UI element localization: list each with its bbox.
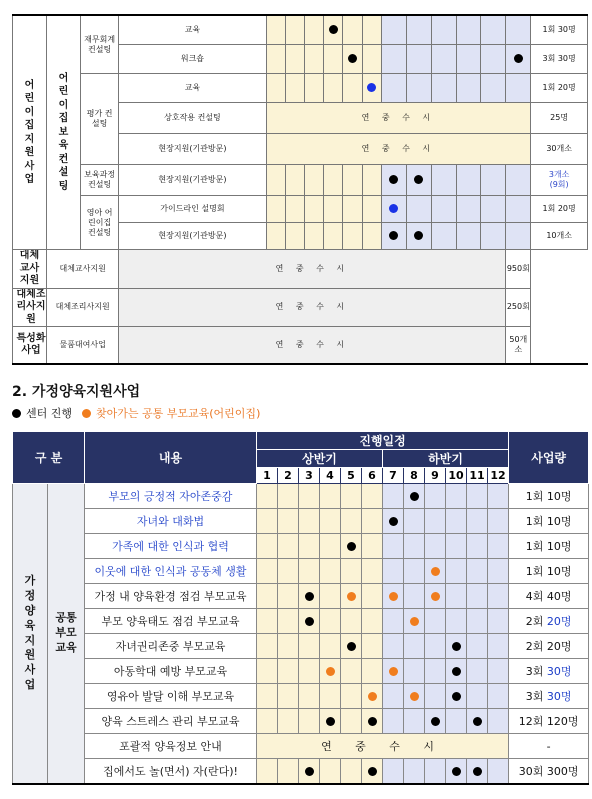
month-header: 9	[425, 468, 446, 484]
schedule-dot-black	[431, 717, 440, 726]
schedule-dot-black	[347, 542, 356, 551]
schedule-dot-blue	[389, 204, 398, 213]
row-content: 가정 내 양육환경 점검 부모교육	[85, 584, 257, 609]
section-title: 2. 가정양육지원사업	[12, 384, 141, 400]
table-row	[13, 288, 588, 327]
row-amount: 2회 20명	[509, 609, 589, 634]
table-row	[13, 196, 588, 223]
year-round-band: 연 중 수 시	[119, 288, 506, 327]
schedule-dot-black	[305, 617, 314, 626]
schedule-dot-black	[326, 717, 335, 726]
table-row	[13, 759, 589, 785]
legend-dot-black	[12, 409, 21, 418]
schedule-dot-orange	[389, 667, 398, 676]
row-content: 포괄적 양육정보 안내	[85, 734, 257, 759]
table-row	[13, 509, 589, 534]
header-second-half: 하반기	[383, 450, 509, 468]
home-parenting-table	[12, 431, 589, 785]
table-row	[13, 484, 589, 509]
row-content: 영유아 발달 이해 부모교육	[85, 684, 257, 709]
schedule-dot-black	[368, 717, 377, 726]
row-amount: 250회	[506, 288, 531, 327]
schedule-dot-orange	[326, 667, 335, 676]
table-row	[13, 250, 588, 289]
month-header: 2	[278, 468, 299, 484]
legend-label-center: 센터 진행	[26, 407, 73, 420]
year-round-band: 연 중 수 시	[119, 327, 506, 365]
header-schedule: 진행일정	[257, 432, 509, 450]
schedule-dot-black	[305, 767, 314, 776]
legend-label-visiting: 찾아가는 공통 부모교육(어린이집)	[96, 407, 261, 420]
month-header: 8	[404, 468, 425, 484]
subgroup-infant: 영아 어린이집 컨설팅	[80, 196, 118, 250]
row-amount: 1회 10명	[509, 484, 589, 509]
schedule-dot-orange	[431, 592, 440, 601]
month-header: 3	[299, 468, 320, 484]
row-content: 교육	[119, 74, 266, 103]
table-row	[13, 584, 589, 609]
row-amount: 950회	[506, 250, 531, 289]
row-content: 현장지원(기관방문)	[119, 223, 266, 250]
schedule-dot-black	[452, 642, 461, 651]
schedule-dot-blue	[367, 83, 376, 92]
row-amount: 3회 30명	[509, 659, 589, 684]
row-content: 가이드라인 설명회	[119, 196, 266, 223]
group-label-substitute-teacher: 대체교사지원	[13, 250, 47, 289]
table-row	[13, 709, 589, 734]
table-row	[13, 734, 589, 759]
year-round-band: 연 중 수 시	[119, 250, 506, 289]
table-row	[13, 684, 589, 709]
subgroup-curriculum: 보육과정 컨설팅	[80, 165, 118, 196]
group-label-substitute-cook: 대체조리사지원	[13, 288, 47, 327]
schedule-dot-black	[347, 642, 356, 651]
schedule-dot-orange	[368, 692, 377, 701]
month-header: 11	[467, 468, 488, 484]
row-content: 자녀와 대화법	[85, 509, 257, 534]
schedule-dot-black	[389, 175, 398, 184]
schedule-dot-black	[348, 54, 357, 63]
row-amount: 4회 40명	[509, 584, 589, 609]
year-round-band: 연 중 수 시	[266, 134, 531, 165]
row-content: 대체조리사지원	[46, 288, 118, 327]
year-round-band: 연 중 수 시	[257, 734, 509, 759]
table-row	[13, 609, 589, 634]
group-label-common-parent-edu: 공통부모교육	[48, 484, 85, 785]
row-content: 교육	[119, 15, 266, 45]
schedule-dot-orange	[347, 592, 356, 601]
group-label-childcare-support: 어린이집지원사업	[13, 15, 47, 250]
table-row	[13, 534, 589, 559]
row-amount: 1회 30명	[531, 15, 588, 45]
header-first-half: 상반기	[257, 450, 383, 468]
month-header: 1	[257, 468, 278, 484]
row-content: 이웃에 대한 인식과 공동체 생활	[85, 559, 257, 584]
header-amount: 사업량	[509, 432, 589, 484]
table-row	[13, 559, 589, 584]
table-row	[13, 165, 588, 196]
row-content: 상호작용 컨설팅	[119, 103, 266, 134]
legend	[12, 405, 260, 421]
row-content: 현장지원(기관방문)	[119, 165, 266, 196]
row-amount: 2회 20명	[509, 634, 589, 659]
table-row	[13, 327, 588, 365]
row-amount: 1회 20명	[531, 74, 588, 103]
row-content: 아동학대 예방 부모교육	[85, 659, 257, 684]
row-amount: 12회 120명	[509, 709, 589, 734]
row-content: 자녀권리존중 부모교육	[85, 634, 257, 659]
row-amount: 3회 30명	[509, 684, 589, 709]
group-label-childcare-consulting: 어린이집보육컨설팅	[46, 15, 80, 250]
row-content: 물품대여사업	[46, 327, 118, 365]
schedule-dot-black	[410, 492, 419, 501]
schedule-dot-orange	[410, 617, 419, 626]
row-amount: 25명	[531, 103, 588, 134]
month-header: 10	[446, 468, 467, 484]
schedule-dot-black	[389, 231, 398, 240]
row-content: 워크숍	[119, 45, 266, 74]
table-row	[13, 659, 589, 684]
childcare-support-table	[12, 14, 588, 365]
row-amount: 3회 30명	[531, 45, 588, 74]
schedule-dot-black	[452, 667, 461, 676]
month-header: 12	[488, 468, 509, 484]
schedule-dot-orange	[389, 592, 398, 601]
row-content: 양육 스트레스 관리 부모교육	[85, 709, 257, 734]
row-amount: 50개소	[506, 327, 531, 365]
group-label-specialized: 특성화사업	[13, 327, 47, 365]
schedule-dot-black	[473, 717, 482, 726]
month-header: 6	[362, 468, 383, 484]
row-amount: 10개소	[531, 223, 588, 250]
month-header: 7	[383, 468, 404, 484]
row-amount: -	[509, 734, 589, 759]
row-amount: 3개소 (9회)	[531, 165, 588, 196]
schedule-dot-black	[514, 54, 523, 63]
row-content: 집에서도 놀(면서) 자(란다)!	[85, 759, 257, 785]
schedule-dot-black	[473, 767, 482, 776]
table-row	[13, 74, 588, 103]
row-content: 대체교사지원	[46, 250, 118, 289]
schedule-dot-orange	[410, 692, 419, 701]
row-amount: 1회 10명	[509, 509, 589, 534]
schedule-dot-black	[414, 175, 423, 184]
schedule-dot-black	[414, 231, 423, 240]
month-header: 5	[341, 468, 362, 484]
month-header: 4	[320, 468, 341, 484]
header-category: 구 분	[13, 432, 85, 484]
subgroup-eval: 평가 컨설팅	[80, 74, 118, 165]
table-row	[13, 634, 589, 659]
header-content: 내용	[85, 432, 257, 484]
year-round-band: 연 중 수 시	[266, 103, 531, 134]
schedule-dot-black	[305, 592, 314, 601]
row-amount: 1회 10명	[509, 559, 589, 584]
schedule-dot-black	[452, 692, 461, 701]
table-row	[13, 15, 588, 45]
row-amount: 1회 10명	[509, 534, 589, 559]
schedule-dot-black	[329, 25, 338, 34]
group-label-home-parenting: 가정양육지원사업	[13, 484, 48, 785]
row-content: 가족에 대한 인식과 협력	[85, 534, 257, 559]
row-amount: 1회 20명	[531, 196, 588, 223]
subgroup-finance: 재무회계 컨설팅	[80, 15, 118, 74]
row-content: 현장지원(기관방문)	[119, 134, 266, 165]
schedule-dot-orange	[431, 567, 440, 576]
schedule-dot-black	[368, 767, 377, 776]
row-amount: 30회 300명	[509, 759, 589, 785]
legend-dot-orange	[82, 409, 91, 418]
row-amount: 30개소	[531, 134, 588, 165]
row-content: 부모의 긍정적 자아존중감	[85, 484, 257, 509]
row-content: 부모 양육태도 점검 부모교육	[85, 609, 257, 634]
schedule-dot-black	[452, 767, 461, 776]
schedule-dot-black	[389, 517, 398, 526]
